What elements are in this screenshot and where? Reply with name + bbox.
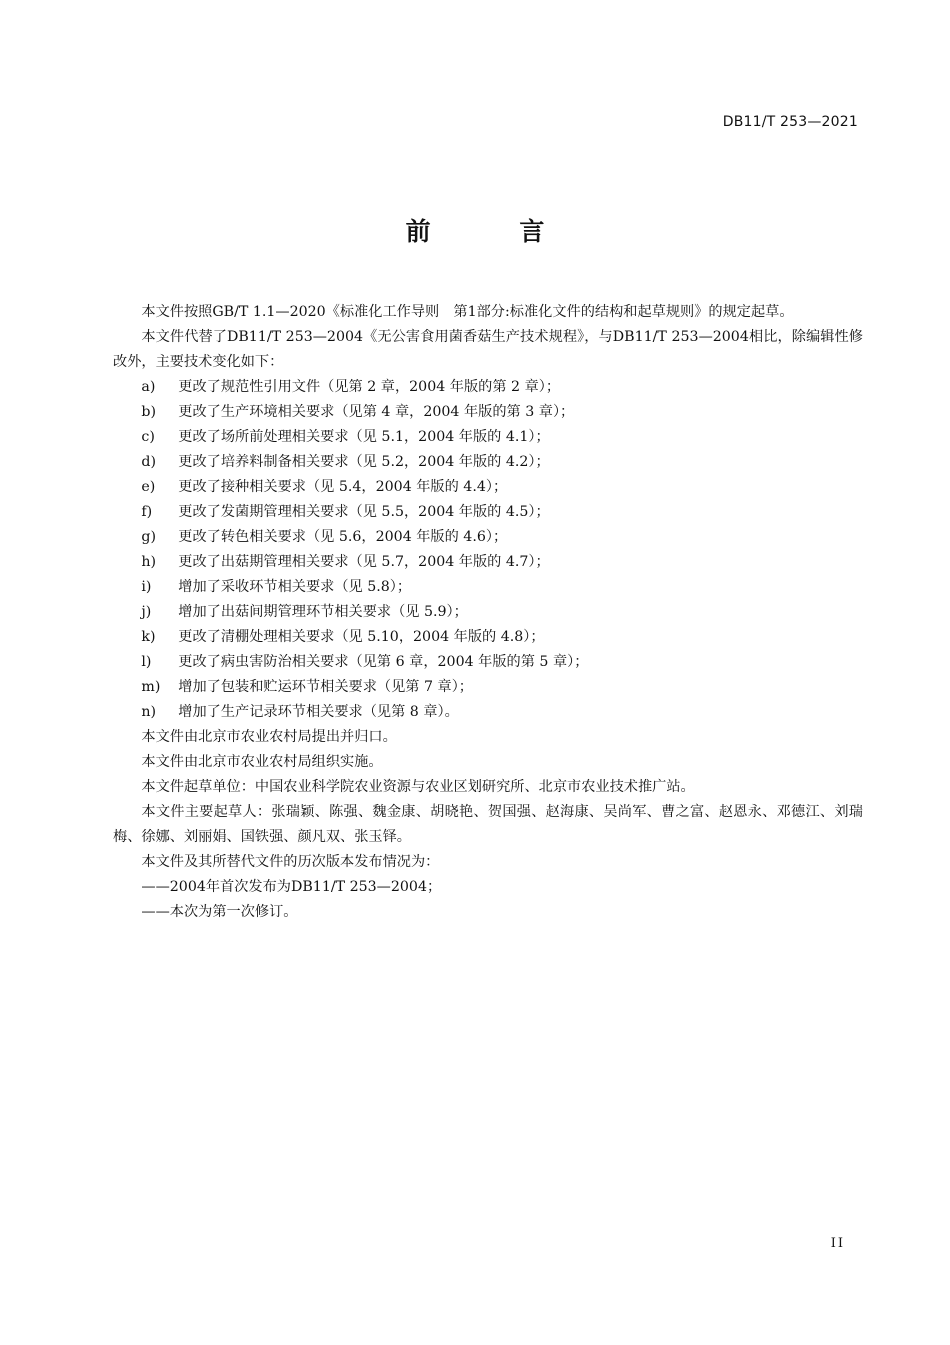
list-item-label: k) [141, 629, 156, 645]
list-item-text: 增加了采收环节相关要求（见 5.8）； [178, 579, 412, 595]
changes-list [113, 375, 863, 725]
list-item-label: c) [141, 429, 155, 445]
list-item-label: d) [141, 454, 157, 470]
list-item [113, 425, 863, 450]
list-item [113, 450, 863, 475]
drafting-units-paragraph: 本文件起草单位：中国农业科学院农业资源与农业区划研究所、北京市农业技术推广站。 [141, 779, 695, 795]
proposer-paragraph: 本文件由北京市农业农村局提出并归口。 [141, 729, 397, 745]
list-item-label: b) [141, 404, 157, 420]
drafters-paragraph: 本文件主要起草人：张瑞颖、陈强、魏金康、胡晓艳、贺国强、赵海康、吴尚军、曹之富、赵恩永、邓德江、刘瑞梅、徐娜、刘丽娟、国铁强、颜凡双、张玉铎。 [113, 804, 863, 845]
intro-paragraph-2: 本文件代替了DB11/T 253—2004《无公害食用菌香菇生产技术规程》，与DB11/T 253—2004相比，除编辑性修改外，主要技术变化如下： [113, 329, 863, 370]
list-item-text: 更改了规范性引用文件（见第 2 章，2004 年版的第 2 章）； [178, 379, 561, 395]
list-item [113, 650, 863, 675]
list-item-text: 增加了包装和贮运环节相关要求（见第 7 章）； [178, 679, 473, 695]
history-item: ——2004年首次发布为DB11/T 253—2004； [141, 879, 442, 895]
list-item-text: 增加了出菇间期管理环节相关要求（见 5.9）； [178, 604, 468, 620]
list-item-text: 更改了生产环境相关要求（见第 4 章，2004 年版的第 3 章）； [178, 404, 575, 420]
list-item-text: 更改了接种相关要求（见 5.4，2004 年版的 4.4）； [178, 479, 508, 495]
list-item-label: a) [141, 379, 156, 395]
page-title: 前 言 [405, 217, 585, 246]
document-code: DB11/T 253—2021 [722, 114, 858, 130]
list-item-label: n) [141, 704, 157, 720]
list-item [113, 475, 863, 500]
list-item-text: 更改了培养料制备相关要求（见 5.2，2004 年版的 4.2）； [178, 454, 550, 470]
history-item: ——本次为第一次修订。 [141, 904, 298, 920]
list-item [113, 550, 863, 575]
list-item-label: i) [141, 579, 152, 595]
list-item-label: e) [141, 479, 156, 495]
intro-paragraph-1: 本文件按照GB/T 1.1—2020《标准化工作导则 第1部分:标准化文件的结构和起草规则》的规定起草。 [141, 304, 794, 320]
list-item [113, 700, 863, 725]
list-item-label: f) [141, 504, 153, 520]
list-item-label: l) [141, 654, 152, 670]
list-item-text: 增加了生产记录环节相关要求（见第 8 章）。 [178, 704, 459, 720]
list-item-label: h) [141, 554, 157, 570]
list-item-text: 更改了发菌期管理相关要求（见 5.5，2004 年版的 4.5）； [178, 504, 550, 520]
list-item [113, 600, 863, 625]
list-item [113, 375, 863, 400]
list-item-text: 更改了病虫害防治相关要求（见第 6 章，2004 年版的第 5 章）； [178, 654, 589, 670]
list-item [113, 675, 863, 700]
list-item-label: j) [141, 604, 152, 620]
list-item-label: g) [141, 529, 157, 545]
list-item-text: 更改了场所前处理相关要求（见 5.1，2004 年版的 4.1）； [178, 429, 550, 445]
list-item [113, 525, 863, 550]
list-item-text: 更改了清棚处理相关要求（见 5.10，2004 年版的 4.8）； [178, 629, 545, 645]
implementer-paragraph: 本文件由北京市农业农村局组织实施。 [141, 754, 383, 770]
list-item [113, 500, 863, 525]
list-item-label: m) [141, 679, 161, 695]
page-number: II [830, 1236, 845, 1251]
list-item [113, 625, 863, 650]
foreword-body [113, 300, 863, 925]
list-item-text: 更改了转色相关要求（见 5.6，2004 年版的 4.6）； [178, 529, 508, 545]
list-item [113, 400, 863, 425]
list-item-text: 更改了出菇期管理相关要求（见 5.7，2004 年版的 4.7）； [178, 554, 550, 570]
list-item [113, 575, 863, 600]
history-heading-paragraph: 本文件及其所替代文件的历次版本发布情况为： [141, 854, 440, 870]
